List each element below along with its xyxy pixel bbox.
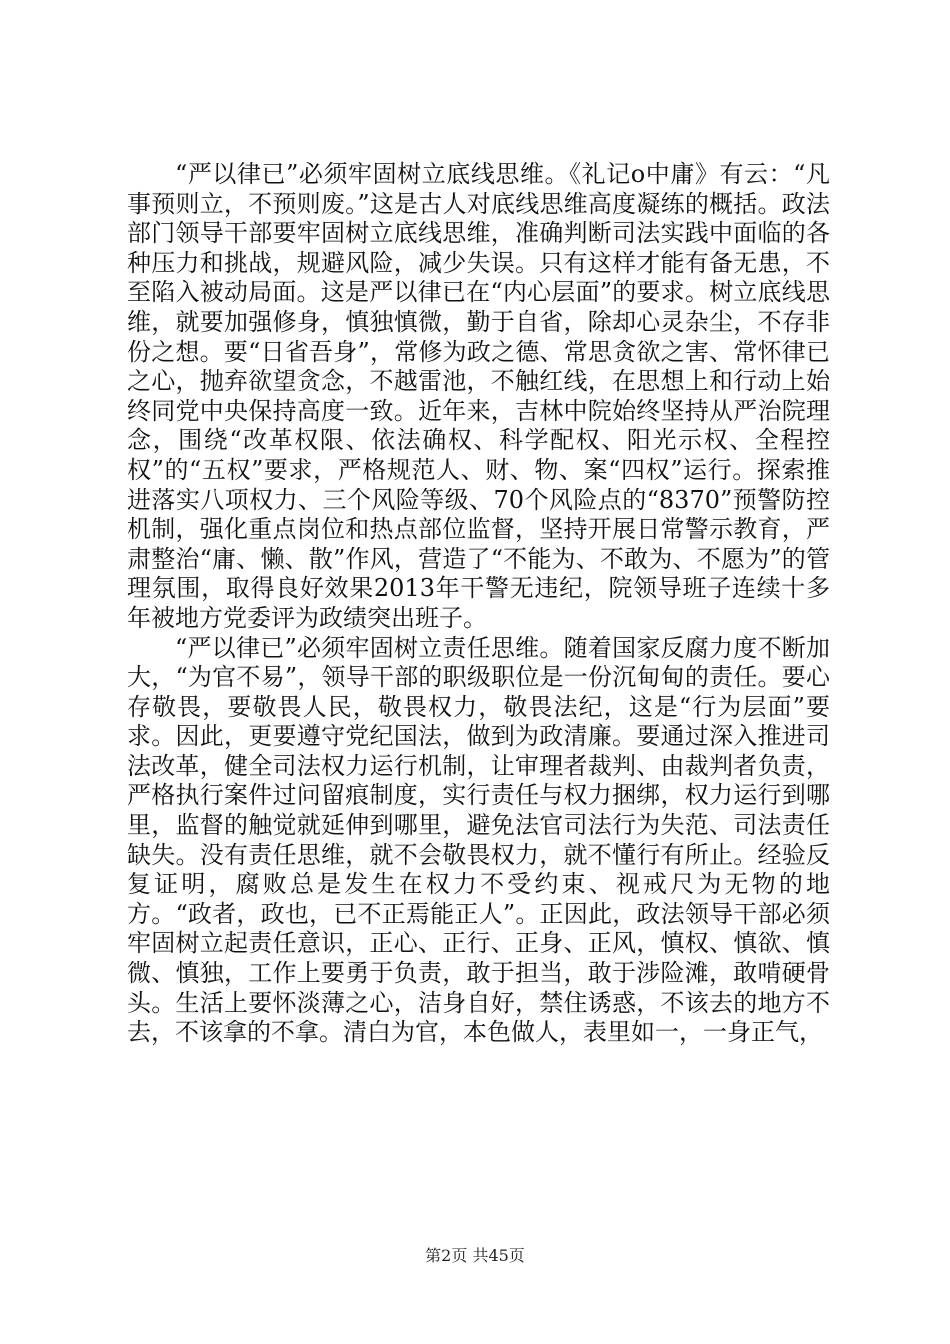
paragraph-responsibility-thinking: “严以律已”必须牢固树立责任思维。随着国家反腐力度不断加大，“为官不易”，领导干部的职级职位是一份沉甸甸的责任。要心存敬畏，要敬畏人民，敬畏权力，敬畏法纪，这是“行为层面”要求。因此，更要遵守党纪国法，做到为政清廉。要通过深入推进司法改革，健全司法权力运行机制，让审理者裁判、由裁判者负责，严格执行案件过问留痕制度，实行责任与权力捆绑，权力运行到哪里，监督的触觉就延伸到哪里，避免法官司法行为失范、司法责任缺失。没有责任思维，就不会敬畏权力，就不懂行有所止。经验反复证明，腐败总是发生在权力不受约束、视戒尺为无物的地方。“政者，政也，已不正焉能正人”。正因此，政法领导干部必须牢固树立起责任意识，正心、正行、正身、正风，慎权、慎欲、慎微、慎独，工作上要勇于负责，敢于担当，敢于涉险滩，敢啃硬骨头。生活上要怀淡薄之心，洁身自好，禁住诱惑，不该去的地方不去，不该拿的不拿。清白为官，本色做人，表里如一，一身正气， xyxy=(127,633,830,1047)
document-body xyxy=(127,160,830,1048)
paragraph-bottom-line-thinking: “严以律已”必须牢固树立底线思维。《礼记o中庸》有云：“凡事预则立，不预则废。”这是古人对底线思维高度凝练的概括。政法部门领导干部要牢固树立底线思维，准确判断司法实践中面临的各种压力和挑战，规避风险，减少失误。只有这样才能有备无患，不至陷入被动局面。这是严以律已在“内心层面”的要求。树立底线思维，就要加强修身，慎独慎微，勤于自省，除却心灵杂尘，不存非份之想。要“日省吾身”，常修为政之德、常思贪欲之害、常怀律已之心，抛弃欲望贪念，不越雷池，不触红线，在思想上和行动上始终同党中央保持高度一致。近年来，吉林中院始终坚持从严治院理念，围绕“改革权限、依法确权、科学配权、阳光示权、全程控权”的“五权”要求，严格规范人、财、物、案“四权”运行。探索推进落实八项权力、三个风险等级、70个风险点的“8370”预警防控机制，强化重点岗位和热点部位监督，坚持开展日常警示教育，严肃整治“庸、懒、散”作风，营造了“不能为、不敢为、不愿为”的管理氛围，取得良好效果2013年干警无违纪，院领导班子连续十多年被地方党委评为政绩突出班子。 xyxy=(127,160,830,632)
page-footer: 第2页 共45页 xyxy=(425,1246,525,1265)
